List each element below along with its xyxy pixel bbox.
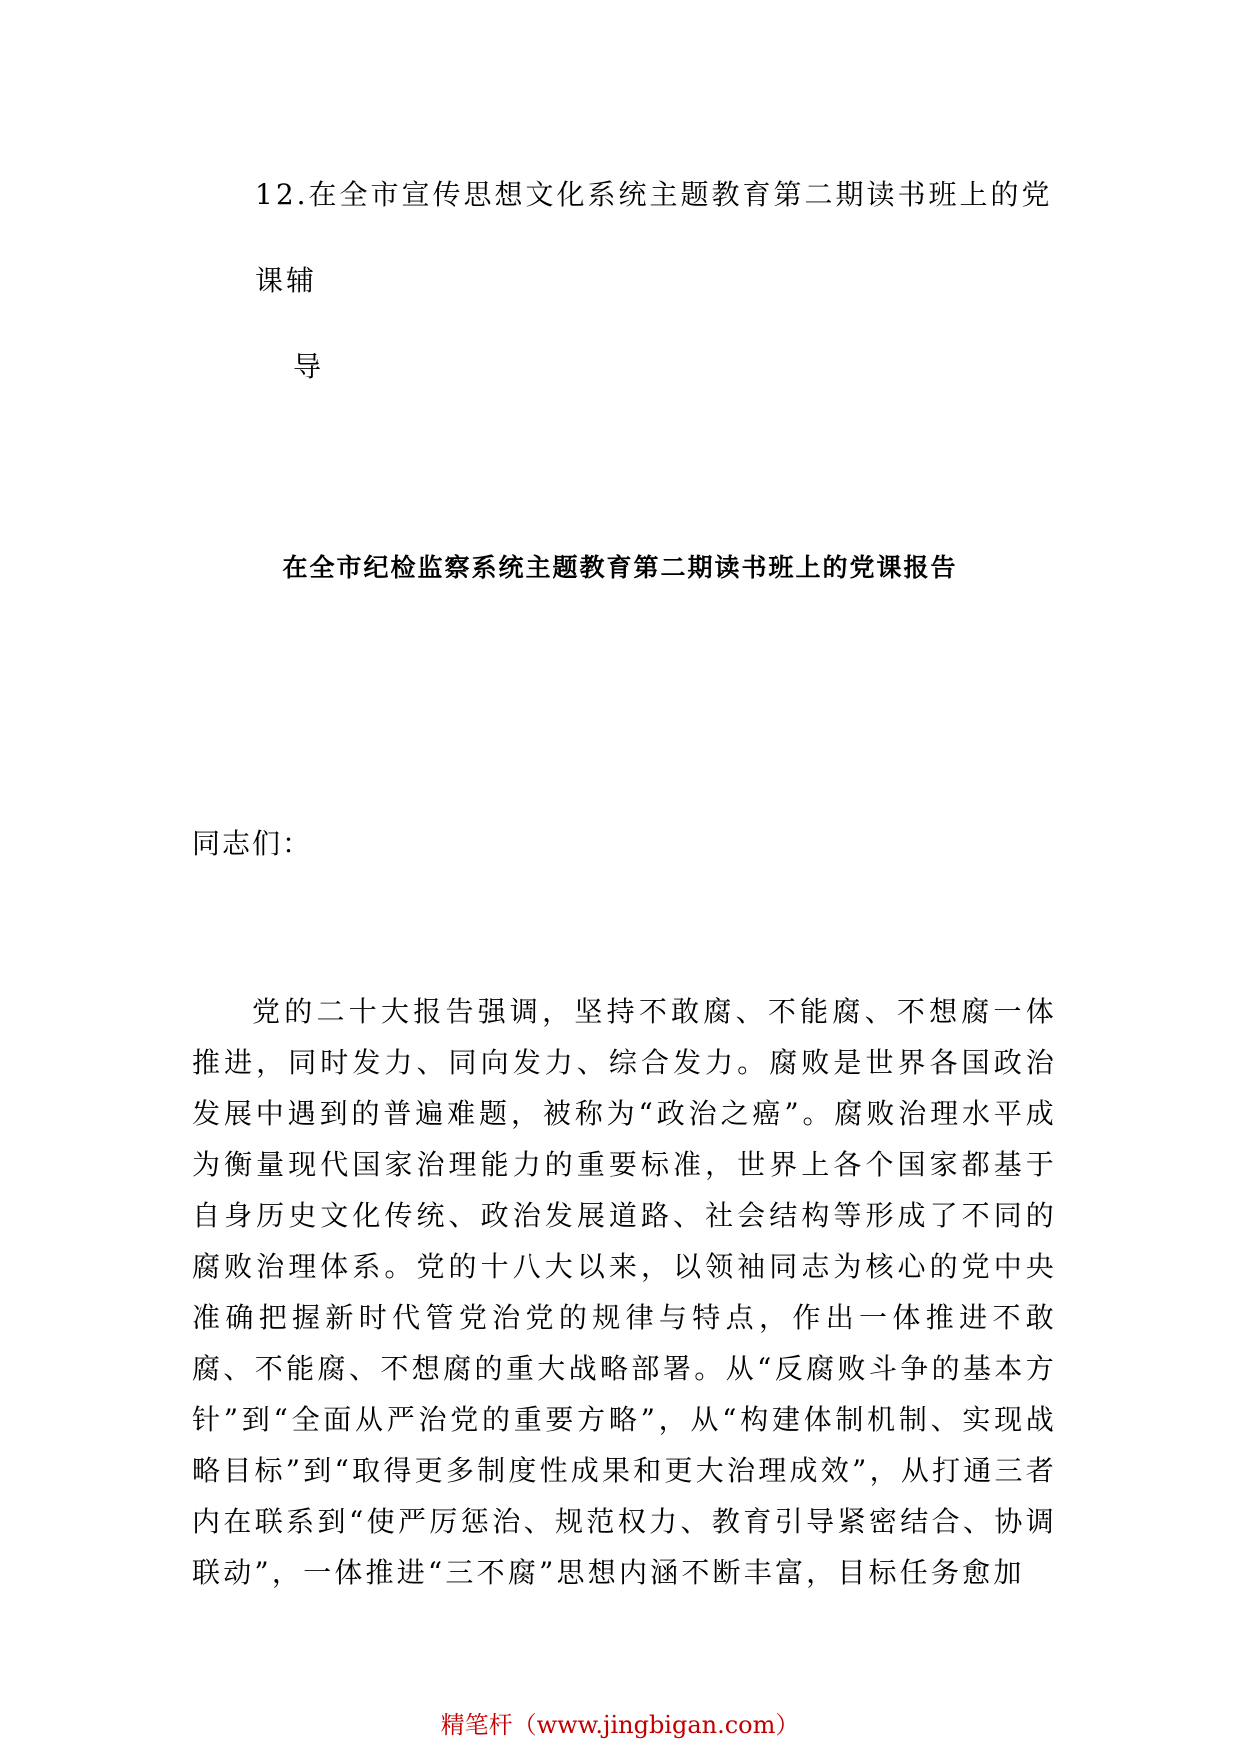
salutation: 同志们： (192, 827, 313, 860)
toc-entry-line-2: 导 (293, 350, 325, 383)
document-title: 在全市纪检监察系统主题教育第二期读书班上的党课报告 (282, 553, 958, 582)
body-paragraph: 党的二十大报告强调，坚持不敢腐、不能腐、不想腐一体推进，同时发力、同向发力、综合发力。腐败是世界各国政治发展中遇到的普遍难题，被称为“政治之癌”。腐败治理水平成为衡量现代国家治理能力的重要标准，世界上各个国家都基于自身历史文化传统、政治发展道路、社会结构等形成了不同的腐败治理体系。党的十八大以来，以领袖同志为核心的党中央准确把握新时代管党治党的规律与特点，作出一体推进不敢腐、不能腐、不想腐的重大战略部署。从“反腐败斗争的基本方针”到“全面从严治党的重要方略”，从“构建体制机制、实现战略目标”到“取得更多制度性成果和更大治理成效”，从打通三者内在联系到“使严厉惩治、规范权力、教育引导紧密结合、协调联动”，一体推进“三不腐”思想内涵不断丰富，目标任务愈加 (192, 995, 1057, 1589)
footer-watermark[interactable]: 精笔杆（www.jingbigan.com） (440, 1711, 800, 1739)
toc-entry (255, 152, 1055, 410)
toc-entry-line-1: 12.在全市宣传思想文化系统主题教育第二期读书班上的党课辅 (255, 178, 1053, 297)
